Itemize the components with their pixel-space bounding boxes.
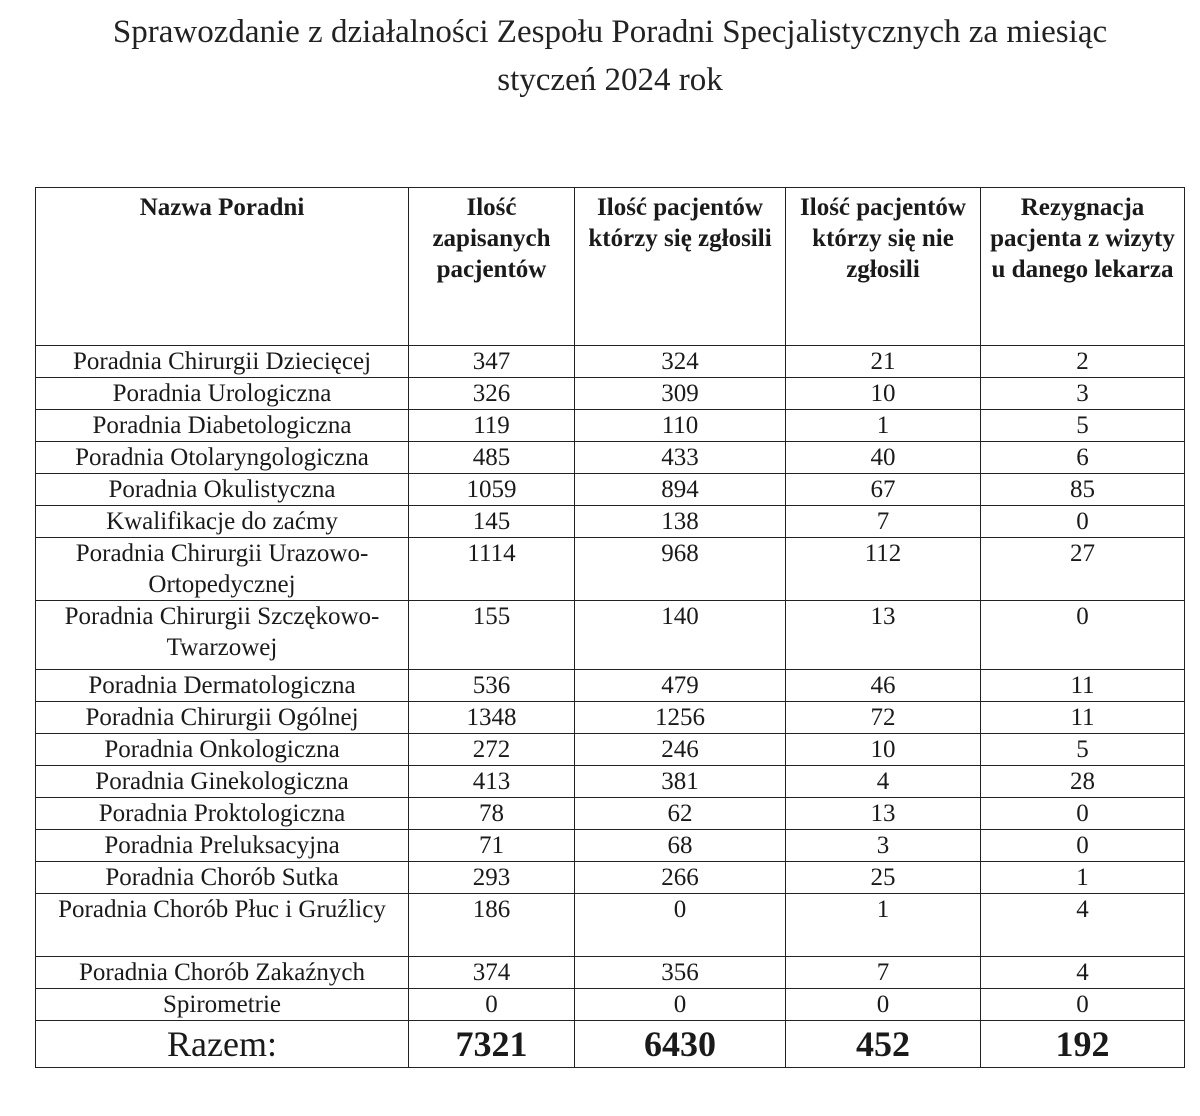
- registered-cell: 326: [409, 378, 575, 410]
- attended-cell: 246: [575, 734, 786, 766]
- cancelled-cell: 3: [981, 378, 1185, 410]
- clinic-name-cell: Poradnia Preluksacyjna: [36, 830, 409, 862]
- total-cancelled: 192: [981, 1021, 1185, 1068]
- clinic-name-cell: Poradnia Ginekologiczna: [36, 766, 409, 798]
- table-row: [36, 989, 1185, 1021]
- cancelled-cell: 0: [981, 989, 1185, 1021]
- attended-cell: 138: [575, 506, 786, 538]
- attended-cell: 479: [575, 670, 786, 702]
- registered-cell: 485: [409, 442, 575, 474]
- table-row: [36, 766, 1185, 798]
- absent-cell: 72: [786, 702, 981, 734]
- clinic-name-cell: Poradnia Otolaryngologiczna: [36, 442, 409, 474]
- total-attended: 6430: [575, 1021, 786, 1068]
- absent-cell: 1: [786, 894, 981, 957]
- cancelled-cell: 0: [981, 830, 1185, 862]
- absent-cell: 7: [786, 506, 981, 538]
- table-row: [36, 894, 1185, 957]
- attended-cell: 356: [575, 957, 786, 989]
- table-row: [36, 506, 1185, 538]
- clinic-name-cell: Poradnia Urologiczna: [36, 378, 409, 410]
- absent-cell: 67: [786, 474, 981, 506]
- table-row: [36, 957, 1185, 989]
- table-row: [36, 442, 1185, 474]
- clinic-name-cell: Poradnia Onkologiczna: [36, 734, 409, 766]
- cancelled-cell: 4: [981, 894, 1185, 957]
- attended-cell: 110: [575, 410, 786, 442]
- cancelled-cell: 0: [981, 798, 1185, 830]
- cancelled-cell: 0: [981, 601, 1185, 670]
- table-row: [36, 538, 1185, 601]
- registered-cell: 272: [409, 734, 575, 766]
- table-header-row: [36, 188, 1185, 346]
- registered-cell: 1114: [409, 538, 575, 601]
- attended-cell: 266: [575, 862, 786, 894]
- table-row: [36, 798, 1185, 830]
- clinic-name-cell: Poradnia Proktologiczna: [36, 798, 409, 830]
- registered-cell: 374: [409, 957, 575, 989]
- cancelled-cell: 4: [981, 957, 1185, 989]
- cancelled-cell: 5: [981, 410, 1185, 442]
- registered-cell: 536: [409, 670, 575, 702]
- registered-cell: 293: [409, 862, 575, 894]
- table-row: [36, 734, 1185, 766]
- table-row: [36, 601, 1185, 670]
- registered-cell: 145: [409, 506, 575, 538]
- clinic-name-cell: Poradnia Diabetologiczna: [36, 410, 409, 442]
- registered-cell: 186: [409, 894, 575, 957]
- absent-cell: 10: [786, 378, 981, 410]
- clinic-name-cell: Poradnia Okulistyczna: [36, 474, 409, 506]
- cancelled-cell: 6: [981, 442, 1185, 474]
- table-row: [36, 830, 1185, 862]
- table-row: [36, 410, 1185, 442]
- clinic-name-cell: Spirometrie: [36, 989, 409, 1021]
- registered-cell: 1348: [409, 702, 575, 734]
- absent-cell: 40: [786, 442, 981, 474]
- cancelled-cell: 0: [981, 506, 1185, 538]
- total-label: Razem:: [36, 1021, 409, 1068]
- registered-cell: 78: [409, 798, 575, 830]
- clinic-name-cell: Poradnia Chorób Zakaźnych: [36, 957, 409, 989]
- header-attended: Ilość pacjentów którzy się zgłosili: [575, 188, 786, 346]
- attended-cell: 324: [575, 346, 786, 378]
- registered-cell: 119: [409, 410, 575, 442]
- absent-cell: 4: [786, 766, 981, 798]
- attended-cell: 894: [575, 474, 786, 506]
- attended-cell: 68: [575, 830, 786, 862]
- clinic-name-cell: Poradnia Chorób Sutka: [36, 862, 409, 894]
- absent-cell: 3: [786, 830, 981, 862]
- absent-cell: 13: [786, 601, 981, 670]
- clinic-name-cell: Poradnia Chirurgii Szczękowo- Twarzowej: [36, 601, 409, 670]
- attended-cell: 1256: [575, 702, 786, 734]
- registered-cell: 0: [409, 989, 575, 1021]
- document-title: [0, 8, 1200, 104]
- absent-cell: 112: [786, 538, 981, 601]
- header-absent: Ilość pacjentów którzy się nie zgłosili: [786, 188, 981, 346]
- attended-cell: 140: [575, 601, 786, 670]
- table-row: [36, 670, 1185, 702]
- clinic-name-cell: Poradnia Chirurgii Dziecięcej: [36, 346, 409, 378]
- registered-cell: 1059: [409, 474, 575, 506]
- table-row: [36, 346, 1185, 378]
- clinic-name-cell: Poradnia Chirurgii Urazowo-Ortopedycznej: [36, 538, 409, 601]
- clinic-name-cell: Poradnia Chorób Płuc i Gruźlicy: [36, 894, 409, 957]
- absent-cell: 10: [786, 734, 981, 766]
- header-registered: Ilość zapisanych pacjentów: [409, 188, 575, 346]
- attended-cell: 968: [575, 538, 786, 601]
- cancelled-cell: 28: [981, 766, 1185, 798]
- total-row: [36, 1021, 1185, 1068]
- registered-cell: 155: [409, 601, 575, 670]
- attended-cell: 433: [575, 442, 786, 474]
- absent-cell: 13: [786, 798, 981, 830]
- table-row: [36, 862, 1185, 894]
- registered-cell: 347: [409, 346, 575, 378]
- cancelled-cell: 11: [981, 670, 1185, 702]
- cancelled-cell: 5: [981, 734, 1185, 766]
- clinic-name-cell: Kwalifikacje do zaćmy: [36, 506, 409, 538]
- table-row: [36, 378, 1185, 410]
- absent-cell: 7: [786, 957, 981, 989]
- title-line-1: Sprawozdanie z działalności Zespołu Poradni Specjalistycznych za miesiąc: [112, 14, 1108, 50]
- absent-cell: 46: [786, 670, 981, 702]
- table-row: [36, 474, 1185, 506]
- clinic-name-cell: Poradnia Chirurgii Ogólnej: [36, 702, 409, 734]
- attended-cell: 62: [575, 798, 786, 830]
- absent-cell: 1: [786, 410, 981, 442]
- absent-cell: 21: [786, 346, 981, 378]
- clinic-name-cell: Poradnia Dermatologiczna: [36, 670, 409, 702]
- attended-cell: 381: [575, 766, 786, 798]
- title-line-2: styczeń 2024 rok: [497, 62, 723, 98]
- report-table: [35, 187, 1185, 1068]
- table-row: [36, 702, 1185, 734]
- attended-cell: 0: [575, 894, 786, 957]
- header-clinic-name: Nazwa Poradni: [36, 188, 409, 346]
- absent-cell: 25: [786, 862, 981, 894]
- cancelled-cell: 2: [981, 346, 1185, 378]
- cancelled-cell: 1: [981, 862, 1185, 894]
- absent-cell: 0: [786, 989, 981, 1021]
- cancelled-cell: 11: [981, 702, 1185, 734]
- total-absent: 452: [786, 1021, 981, 1068]
- header-cancelled: Rezygnacja pacjenta z wizyty u danego lekarza: [981, 188, 1185, 346]
- cancelled-cell: 27: [981, 538, 1185, 601]
- total-registered: 7321: [409, 1021, 575, 1068]
- attended-cell: 0: [575, 989, 786, 1021]
- registered-cell: 413: [409, 766, 575, 798]
- cancelled-cell: 85: [981, 474, 1185, 506]
- attended-cell: 309: [575, 378, 786, 410]
- registered-cell: 71: [409, 830, 575, 862]
